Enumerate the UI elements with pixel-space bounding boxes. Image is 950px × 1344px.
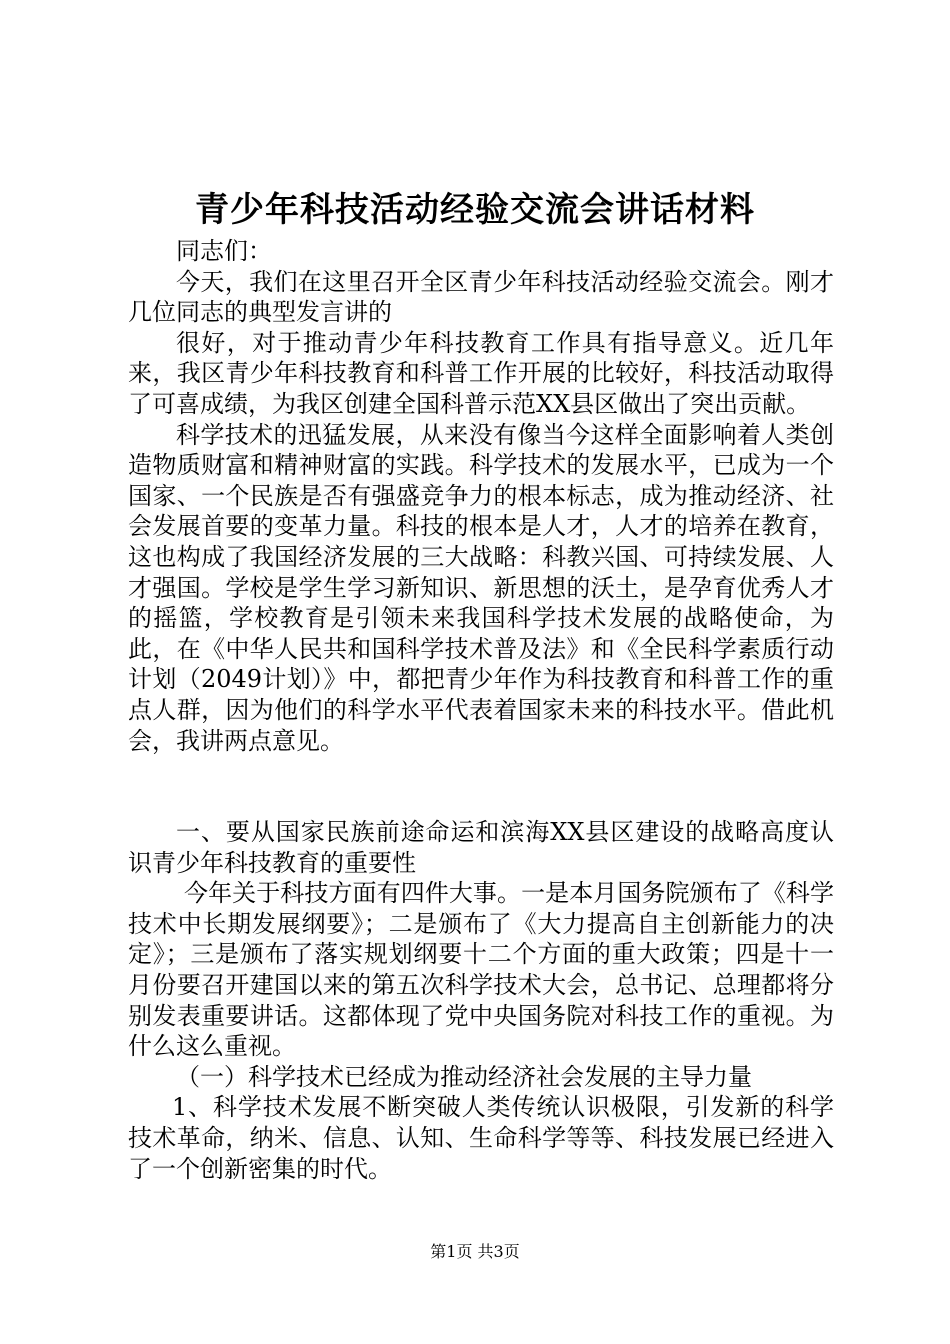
paragraph-spacer [128, 756, 834, 817]
paragraph: 1、科学技术发展不断突破人类传统认识极限，引发新的科学技术革命，纳米、信息、认知、生命科学等等、科技发展已经进入了一个创新密集的时代。 [128, 1093, 834, 1183]
document-body [128, 236, 834, 1184]
salutation: 同志们： [176, 237, 272, 265]
subsection-heading: （一）科学技术已经成为推动经济社会发展的主导力量 [176, 1062, 752, 1091]
paragraph: 科学技术的迅猛发展，从来没有像当今这样全面影响着人类创造物质财富和精神财富的实践。科学技术的发展水平，已成为一个国家、一个民族是否有强盛竞争力的根本标志，成为推动经济、社会发展首要的变革力量。科技的根本是人才，人才的培养在教育，这也构成了我国经济发展的三大战略：科教兴国、可持续发展、人才强国。学校是学生学习新知识、新思想的沃土，是孕育优秀人才的摇篮，学校教育是引领未来我国科学技术发展的战略使命，为此，在《中华人民共和国科学技术普及法》和《全民科学素质行动计划（2049计划）》中，都把青少年作为科技教育和科普工作的重点人群，因为他们的科学水平代表着国家未来的科技水平。借此机会，我讲两点意见。 [128, 420, 834, 755]
paragraph: 今天，我们在这里召开全区青少年科技活动经验交流会。刚才几位同志的典型发言讲的 [128, 267, 834, 327]
paragraph: 今年关于科技方面有四件大事。一是本月国务院颁布了《科学技术中长期发展纲要》；二是颁布了《大力提高自主创新能力的决定》；三是颁布了落实规划纲要十二个方面的重大政策；四是十一月份要召开建国以来的第五次科学技术大会，总书记、总理都将分别发表重要讲话。这都体现了党中央国务院对科技工作的重视。为什么这么重视。 [128, 879, 834, 1061]
page-footer: 第1页 共3页 [430, 1242, 520, 1261]
section-heading: 一、要从国家民族前途命运和滨海XX县区建设的战略高度认识青少年科技教育的重要性 [128, 818, 834, 877]
paragraph: 很好，对于推动青少年科技教育工作具有指导意义。近几年来，我区青少年科技教育和科普工作开展的比较好，科技活动取得了可喜成绩，为我区创建全国科普示范XX县区做出了突出贡献。 [128, 328, 834, 418]
document-title: 青少年科技活动经验交流会讲话材料 [195, 190, 755, 230]
